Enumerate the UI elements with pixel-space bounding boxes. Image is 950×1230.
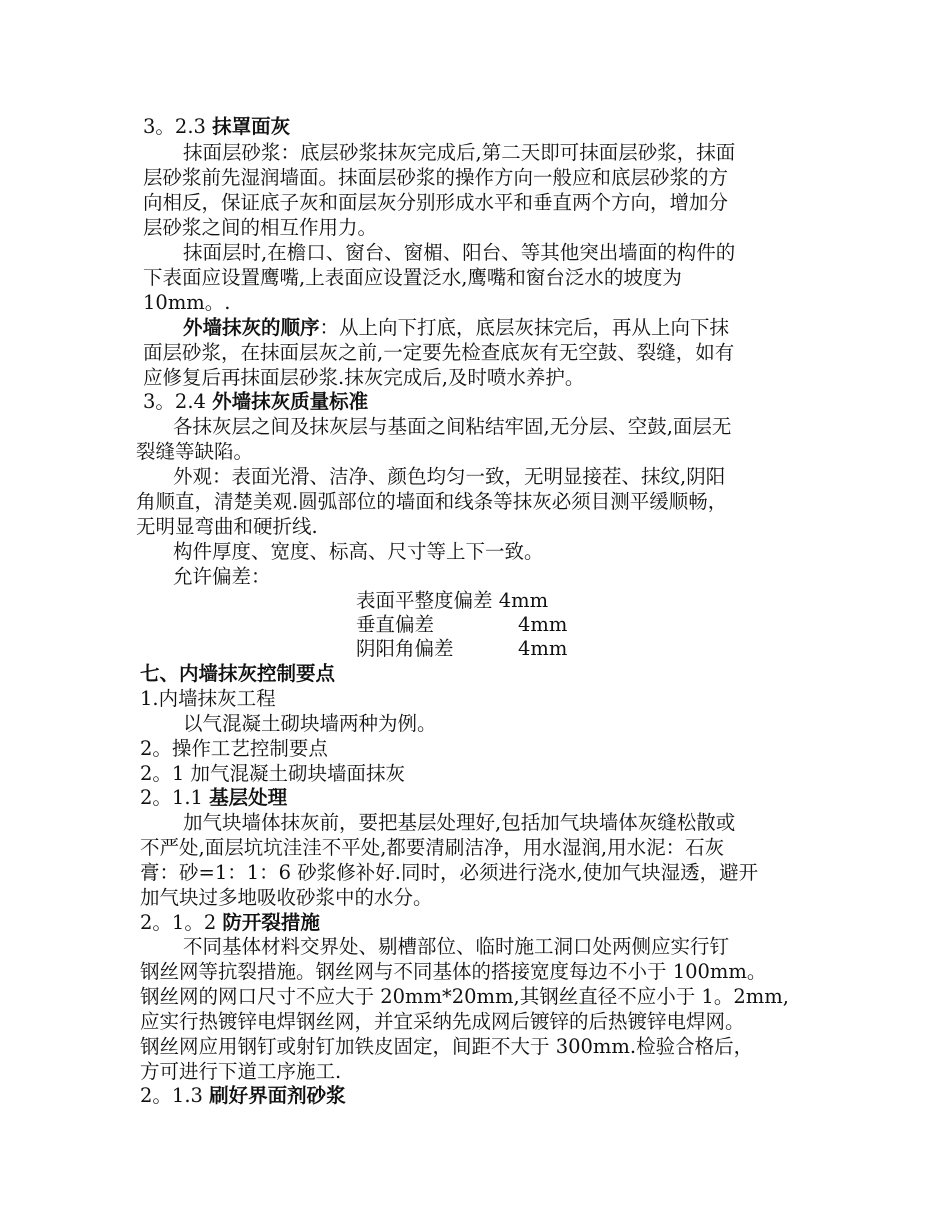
paragraph-line: 不同基体材料交界处、剔槽部位、临时施工洞口处两侧应实行钉 bbox=[183, 935, 730, 958]
section-2-1-3 bbox=[140, 1084, 346, 1108]
tolerance-label: 阴阳角偏差 bbox=[356, 637, 454, 660]
section-title: 基层处理 bbox=[209, 786, 288, 809]
list-item: 1.内墙抹灰工程 bbox=[140, 687, 276, 710]
section-number: 2。1.3 bbox=[140, 1084, 210, 1107]
tolerance-row bbox=[356, 637, 454, 661]
paragraph-text: ：从上向下打底，底层灰抹完后，再从上向下抹 bbox=[319, 316, 730, 339]
chapter-heading: 七、内墙抹灰控制要点 bbox=[140, 662, 336, 685]
section-title: 刷好界面剂砂浆 bbox=[209, 1084, 346, 1107]
tolerance-value: 4mm bbox=[518, 637, 568, 660]
paragraph-line: 10mm。. bbox=[143, 291, 231, 314]
paragraph-line: 方可进行下道工序施工. bbox=[140, 1060, 342, 1083]
paragraph-line: 应实行热镀锌电焊钢丝网，并宜采纳先成网后镀锌的后热镀锌电焊网。 bbox=[140, 1010, 745, 1033]
tolerance-value: 4mm bbox=[498, 589, 549, 612]
section-number: 2。1。2 bbox=[140, 911, 223, 934]
section-3-2-3 bbox=[143, 115, 290, 139]
paragraph-line: 钢丝网等抗裂措施。钢丝网与不同基体的搭接宽度每边不小于 100mm。 bbox=[140, 960, 767, 983]
paragraph-line: 外观：表面光滑、洁净、颜色均匀一致，无明显接茬、抹纹,阴阳 bbox=[173, 465, 726, 488]
section-title: 防开裂措施 bbox=[222, 911, 320, 934]
paragraph-line: 下表面应设置鹰嘴,上表面应设置泛水,鹰嘴和窗台泛水的坡度为 bbox=[143, 266, 682, 289]
paragraph-line: 构件厚度、宽度、标高、尺寸等上下一致。 bbox=[173, 540, 544, 563]
paragraph-line: 裂缝等缺陷。 bbox=[136, 440, 254, 463]
paragraph-line: 以气混凝土砌块墙两种为例。 bbox=[183, 712, 437, 735]
list-item: 2。操作工艺控制要点 bbox=[140, 737, 328, 760]
tolerance-row bbox=[356, 589, 548, 613]
tolerance-value: 4mm bbox=[518, 613, 568, 636]
paragraph-line: 加气块过多地吸收砂浆中的水分。 bbox=[140, 886, 433, 909]
tolerance-row bbox=[356, 613, 434, 637]
paragraph-line: 无明显弯曲和硬折线. bbox=[136, 515, 318, 538]
list-item: 2。1 加气混凝土砌块墙面抹灰 bbox=[140, 762, 406, 785]
section-3-2-4 bbox=[143, 390, 368, 414]
paragraph-line: 允许偏差： bbox=[173, 565, 271, 588]
tolerance-label: 表面平整度偏差 bbox=[356, 589, 493, 612]
section-2-1-2 bbox=[140, 911, 320, 935]
paragraph-line: 各抹灰层之间及抹灰层与基面之间粘结牢固,无分层、空鼓,面层无 bbox=[173, 415, 732, 438]
paragraph-line: 角顺直，清楚美观.圆弧部位的墙面和线条等抹灰必须目测平缓顺畅， bbox=[136, 490, 728, 513]
paragraph-line: 钢丝网应用钢钉或射钉加铁皮固定，间距不大于 300mm.检验合格后， bbox=[140, 1035, 754, 1058]
paragraph-line: 加气块墙体抹灰前，要把基层处理好,包括加气块墙体灰缝松散或 bbox=[183, 811, 736, 834]
paragraph-line: 不严处,面层坑坑洼洼不平处,都要清刷洁净，用水湿润,用水泥：石灰 bbox=[140, 836, 725, 859]
paragraph-line: 应修复后再抹面层砂浆.抹灰完成后,及时喷水养护。 bbox=[143, 366, 585, 389]
paragraph-line: 层砂浆前先湿润墙面。抹面层砂浆的操作方向一般应和底层砂浆的方 bbox=[143, 166, 729, 189]
paragraph-line bbox=[183, 316, 729, 340]
bold-lead: 外墙抹灰的顺序 bbox=[183, 316, 320, 339]
section-title: 外墙抹灰质量标准 bbox=[212, 390, 369, 413]
section-title: 抹罩面灰 bbox=[212, 115, 291, 138]
paragraph-line: 钢丝网的网口尺寸不应大于 20mm*20mm,其钢丝直径不应小于 1。2mm, bbox=[140, 985, 789, 1008]
paragraph-line: 面层砂浆，在抹面层灰之前,一定要先检查底灰有无空鼓、裂缝，如有 bbox=[143, 341, 735, 364]
section-number: 3。2.4 bbox=[143, 390, 213, 413]
tolerance-label: 垂直偏差 bbox=[356, 613, 435, 636]
paragraph-line: 层砂浆之间的相互作用力。 bbox=[143, 216, 378, 239]
paragraph-line: 抹面层时,在檐口、窗台、窗楣、阳台、等其他突出墙面的构件的 bbox=[183, 241, 736, 264]
paragraph-line: 向相反，保证底子灰和面层灰分别形成水平和垂直两个方向，增加分 bbox=[143, 191, 729, 214]
section-number: 3。2.3 bbox=[143, 115, 213, 138]
paragraph-line: 抹面层砂浆：底层砂浆抹灰完成后,第二天即可抹面层砂浆，抹面 bbox=[183, 141, 736, 164]
section-number: 2。1.1 bbox=[140, 786, 210, 809]
paragraph-line: 膏：砂=1：1：6 砂浆修补好.同时，必须进行浇水,使加气块湿透，避开 bbox=[140, 861, 759, 884]
section-2-1-1 bbox=[140, 786, 287, 810]
